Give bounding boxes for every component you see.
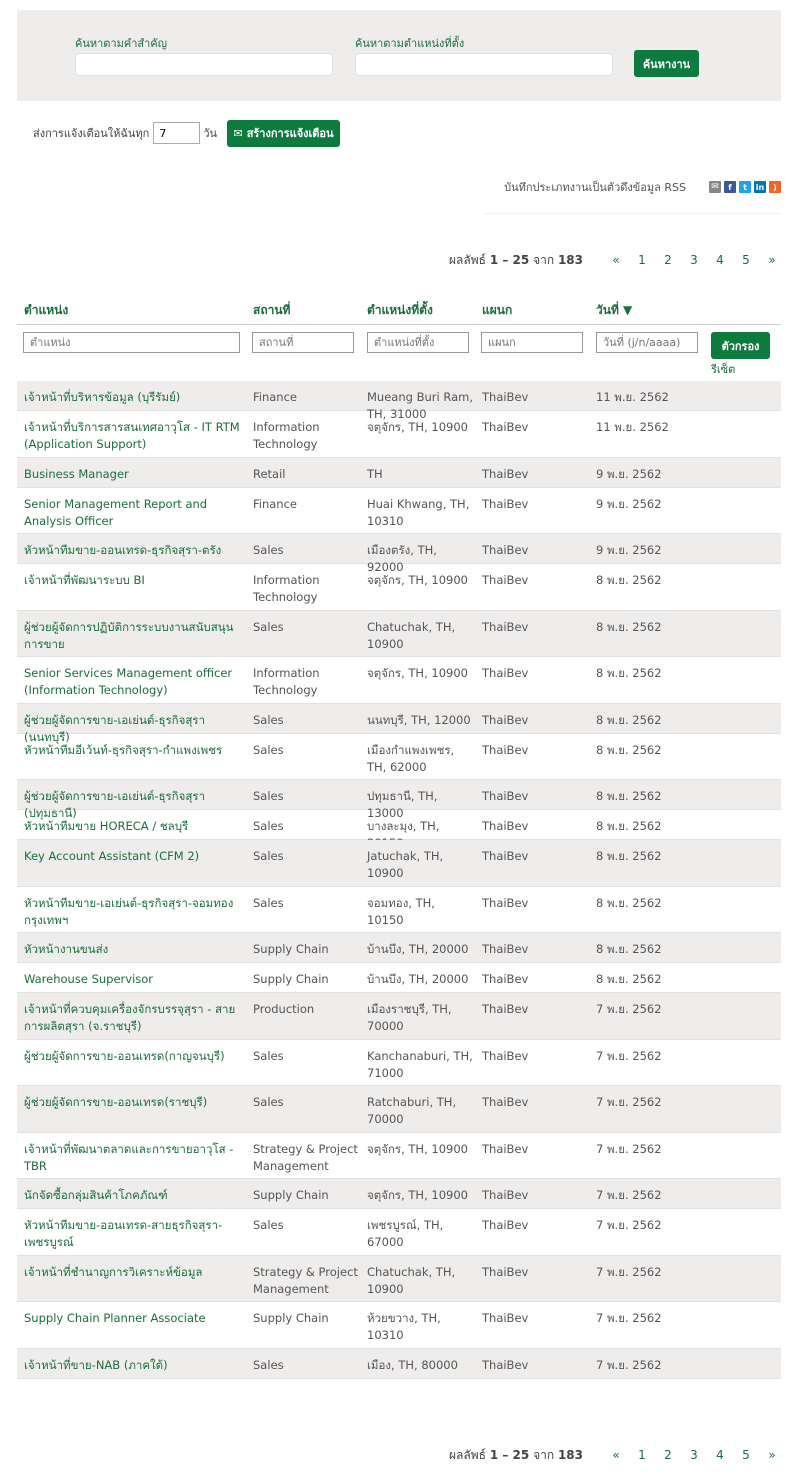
job-place-cell: Chatuchak, TH, 10900 bbox=[367, 1264, 456, 1296]
job-date-cell: 8 พ.ย. 2562 bbox=[596, 666, 662, 680]
create-alert-button[interactable] bbox=[227, 120, 340, 147]
pagination-page-1[interactable]: 1 bbox=[638, 253, 646, 267]
job-department-cell: ThaiBev bbox=[482, 1095, 529, 1109]
table-row bbox=[17, 993, 781, 1040]
job-department-cell: ThaiBev bbox=[482, 466, 529, 481]
job-date-cell: 9 พ.ย. 2562 bbox=[596, 496, 662, 511]
job-title-link[interactable]: Warehouse Supervisor bbox=[24, 972, 154, 986]
create-alert-label: สร้างการแจ้งเตือน bbox=[246, 127, 334, 140]
job-title-link[interactable]: หัวหน้าทีมอีเว้นท์-ธุรกิจสุรา-กำแพงเพชร bbox=[24, 742, 223, 757]
job-date-cell: 7 พ.ย. 2562 bbox=[596, 1357, 662, 1372]
job-location-cell: Strategy & Project Management bbox=[253, 1264, 358, 1296]
job-title-link[interactable]: นักจัดซื้อกลุ่มสินค้าโภคภัณฑ์ bbox=[24, 1188, 168, 1202]
job-title-link[interactable]: เจ้าหน้าที่ขาย-NAB (ภาคใต้) bbox=[24, 1357, 168, 1372]
job-location-cell: Supply Chain bbox=[253, 972, 329, 986]
job-department-cell: ThaiBev bbox=[482, 543, 529, 557]
keyword-search-input[interactable] bbox=[75, 53, 333, 76]
table-row bbox=[17, 657, 781, 704]
job-place-cell: Chatuchak, TH, 10900 bbox=[367, 619, 456, 651]
location-search-label: ค้นหาตามตำแหน่งที่ตั้ง bbox=[355, 37, 465, 50]
job-date-cell: 8 พ.ย. 2562 bbox=[596, 789, 662, 803]
pagination-next[interactable]: » bbox=[768, 253, 776, 267]
pagination-page-5-bottom[interactable]: 5 bbox=[742, 1448, 750, 1462]
job-title-link[interactable]: Supply Chain Planner Associate bbox=[24, 1311, 206, 1325]
job-title-link[interactable]: เจ้าหน้าที่ชำนาญการวิเคราะห์ข้อมูล bbox=[24, 1264, 203, 1279]
job-location-cell: Supply Chain bbox=[253, 942, 329, 956]
job-title-link[interactable]: หัวหน้าทีมขาย-ออนเทรด-ธุรกิจสุรา-ตรัง bbox=[24, 543, 222, 557]
table-row bbox=[17, 780, 781, 820]
job-date-cell: 8 พ.ย. 2562 bbox=[596, 619, 662, 634]
table-row bbox=[17, 381, 781, 421]
job-location-cell: Retail bbox=[253, 466, 286, 481]
table-row bbox=[17, 1133, 781, 1180]
job-place-cell: จตุจักร, TH, 10900 bbox=[367, 573, 468, 587]
job-department-cell: ThaiBev bbox=[482, 942, 529, 956]
job-location-cell: Information Technology bbox=[253, 666, 320, 697]
job-title-link[interactable]: ผู้ช่วยผู้จัดการขาย-ออนเทรด(ราชบุรี) bbox=[24, 1095, 208, 1109]
job-title-link[interactable]: หัวหน้าทีมขาย HORECA / ชลบุรี bbox=[24, 819, 189, 833]
job-date-cell: 8 พ.ย. 2562 bbox=[596, 742, 662, 757]
job-date-cell: 8 พ.ย. 2562 bbox=[596, 573, 662, 587]
linkedin-icon[interactable]: in bbox=[755, 182, 765, 192]
alert-suffix-text: วัน bbox=[203, 127, 218, 140]
sort-desc-icon: ▼ bbox=[623, 303, 633, 317]
job-location-cell: Finance bbox=[253, 390, 297, 404]
job-title-link[interactable]: Key Account Assistant (CFM 2) bbox=[24, 849, 200, 863]
header-divider bbox=[17, 324, 781, 325]
job-location-cell: Sales bbox=[253, 819, 284, 833]
job-title-link[interactable]: Senior Services Management officer (Information Technology) bbox=[24, 666, 233, 697]
filter-place-input[interactable] bbox=[367, 332, 469, 353]
job-title-link[interactable]: หัวหน้างานขนส่ง bbox=[24, 942, 109, 956]
job-location-cell: Sales bbox=[253, 849, 284, 863]
job-date-cell: 8 พ.ย. 2562 bbox=[596, 942, 662, 956]
filter-button[interactable]: ตัวกรอง bbox=[711, 332, 770, 359]
job-department-cell: ThaiBev bbox=[482, 849, 529, 863]
pagination-page-2[interactable]: 2 bbox=[664, 253, 672, 267]
pagination-page-4-bottom[interactable]: 4 bbox=[716, 1448, 724, 1462]
job-title-link[interactable]: หัวหน้าทีมขาย-ออนเทรด-สายธุรกิจสุรา-เพชรบูรณ์ bbox=[24, 1218, 223, 1249]
rss-icon[interactable]: ) bbox=[769, 181, 781, 193]
table-row bbox=[17, 840, 781, 887]
pagination-page-2-bottom[interactable]: 2 bbox=[664, 1448, 672, 1462]
table-row bbox=[17, 1349, 781, 1379]
pagination-page-3-bottom[interactable]: 3 bbox=[690, 1448, 698, 1462]
job-department-cell: ThaiBev bbox=[482, 1218, 529, 1232]
table-row bbox=[17, 1256, 781, 1303]
job-department-cell: ThaiBev bbox=[482, 972, 529, 986]
job-place-cell: เพชรบูรณ์, TH, 67000 bbox=[367, 1218, 444, 1249]
pagination-prev[interactable]: « bbox=[612, 253, 620, 267]
job-date-cell: 7 พ.ย. 2562 bbox=[596, 1095, 662, 1109]
job-place-cell: บ้านบึง, TH, 20000 bbox=[367, 972, 469, 986]
job-department-cell: ThaiBev bbox=[482, 573, 529, 587]
job-place-cell: TH bbox=[367, 466, 383, 481]
job-place-cell: Ratchaburi, TH, 70000 bbox=[367, 1095, 457, 1126]
table-row bbox=[17, 704, 781, 744]
job-department-cell: ThaiBev bbox=[482, 1048, 529, 1063]
pagination-page-1-bottom[interactable]: 1 bbox=[638, 1448, 646, 1462]
job-location-cell: Information Technology bbox=[253, 420, 320, 451]
job-place-cell: บางละมุง, TH, bbox=[367, 819, 440, 833]
job-date-cell: 11 พ.ย. 2562 bbox=[596, 390, 669, 404]
job-title-link[interactable]: เจ้าหน้าที่พัฒนาตลาดและการขายอาวุโส - TBR bbox=[24, 1141, 234, 1173]
column-header-place[interactable]: ตำแหน่งที่ตั้ง bbox=[367, 303, 433, 317]
table-row bbox=[17, 1086, 781, 1133]
job-department-cell: ThaiBev bbox=[482, 1311, 529, 1325]
job-place-cell: Mueang Buri Ram, TH, 31000 bbox=[367, 390, 473, 421]
table-row bbox=[17, 1209, 781, 1256]
job-department-cell: ThaiBev bbox=[482, 1002, 529, 1016]
facebook-icon[interactable]: f bbox=[724, 181, 736, 193]
pagination-next-bottom[interactable]: » bbox=[768, 1448, 776, 1462]
job-title-link[interactable]: เจ้าหน้าที่บริหารข้อมูล (บุรีรัมย์) bbox=[24, 390, 181, 404]
job-date-cell: 11 พ.ย. 2562 bbox=[596, 420, 669, 434]
pagination-page-4[interactable]: 4 bbox=[716, 253, 724, 267]
filter-location-input[interactable] bbox=[252, 332, 354, 353]
pagination-page-3[interactable]: 3 bbox=[690, 253, 698, 267]
table-row bbox=[17, 1040, 781, 1087]
job-location-cell: Sales bbox=[253, 1218, 284, 1232]
table-row bbox=[17, 963, 781, 993]
job-place-cell: นนทบุรี, TH, 12000 bbox=[367, 712, 471, 727]
job-title-link[interactable]: Business Manager bbox=[24, 466, 129, 481]
pagination-bottom bbox=[449, 1445, 785, 1465]
job-place-cell: ปทุมธานี, TH, 13000 bbox=[367, 789, 438, 820]
column-header-title[interactable]: ตำแหน่ง bbox=[24, 303, 69, 317]
job-title-link[interactable]: Senior Management Report and Analysis Officer bbox=[24, 496, 208, 528]
table-row bbox=[17, 611, 781, 658]
pagination-page-5[interactable]: 5 bbox=[742, 253, 750, 267]
job-location-cell: Sales bbox=[253, 789, 284, 803]
job-place-cell: เมืองตรัง, TH, 92000 bbox=[367, 543, 437, 574]
job-location-cell: Sales bbox=[253, 619, 284, 634]
job-date-cell: 9 พ.ย. 2562 bbox=[596, 543, 662, 557]
location-search-input[interactable] bbox=[355, 53, 613, 76]
table-row bbox=[17, 1179, 781, 1209]
job-title-link[interactable]: ผู้ช่วยผู้จัดการขาย-เอเย่นต์-ธุรกิจสุรา (ปทุมธานี) bbox=[24, 789, 206, 820]
job-place-cell: เมือง, TH, 80000 bbox=[367, 1357, 458, 1372]
job-date-cell: 8 พ.ย. 2562 bbox=[596, 712, 662, 727]
job-department-cell: ThaiBev bbox=[482, 420, 529, 434]
alert-prefix-text: ส่งการแจ้งเตือนให้ฉันทุก bbox=[33, 127, 150, 140]
job-place-cell: เมืองกำแพงเพชร, TH, 62000 bbox=[367, 742, 455, 774]
rss-divider bbox=[484, 213, 781, 214]
email-icon[interactable]: ✉ bbox=[709, 181, 721, 193]
pagination-prev-bottom[interactable]: « bbox=[612, 1448, 620, 1462]
job-date-cell: 7 พ.ย. 2562 bbox=[596, 1218, 662, 1232]
job-place-cell: ห้วยขวาง, TH, 10310 bbox=[367, 1311, 441, 1342]
column-header-date[interactable]: วันที่ ▼ bbox=[596, 303, 633, 317]
alert-days-input[interactable] bbox=[153, 122, 200, 144]
job-place-cell: จตุจักร, TH, 10900 bbox=[367, 1141, 468, 1156]
job-department-cell: ThaiBev bbox=[482, 895, 529, 910]
job-location-cell: Strategy & Project Management bbox=[253, 1141, 358, 1173]
job-date-cell: 7 พ.ย. 2562 bbox=[596, 1048, 662, 1063]
reset-link[interactable]: รีเซ็ต bbox=[711, 363, 736, 376]
envelope-icon: ✉ bbox=[233, 126, 243, 140]
results-count: ผลลัพธ์ 1 – 25 จาก 183 bbox=[449, 252, 583, 267]
job-date-cell: 8 พ.ย. 2562 bbox=[596, 895, 662, 910]
job-date-cell: 8 พ.ย. 2562 bbox=[596, 972, 662, 986]
job-location-cell: Supply Chain bbox=[253, 1188, 329, 1202]
job-title-link[interactable]: ผู้ช่วยผู้จัดการปฏิบัติการระบบงานสนับสนุนการขาย bbox=[24, 619, 234, 651]
job-location-cell: Sales bbox=[253, 742, 284, 757]
job-department-cell: ThaiBev bbox=[482, 1357, 529, 1372]
table-row bbox=[17, 534, 781, 574]
keyword-search-label: ค้นหาตามคำสำคัญ bbox=[75, 37, 168, 50]
job-date-cell: 8 พ.ย. 2562 bbox=[596, 849, 662, 863]
job-location-cell: Sales bbox=[253, 543, 284, 557]
job-date-cell: 7 พ.ย. 2562 bbox=[596, 1002, 662, 1016]
job-title-link[interactable]: หัวหน้าทีมขาย-เอเย่นต์-ธุรกิจสุรา-จอมทอง กรุงเทพฯ bbox=[24, 895, 234, 927]
job-place-cell: จตุจักร, TH, 10900 bbox=[367, 666, 468, 680]
job-place-cell: Huai Khwang, TH, 10310 bbox=[367, 496, 470, 528]
job-place-cell: บ้านบึง, TH, 20000 bbox=[367, 942, 469, 956]
filter-title-input[interactable] bbox=[23, 332, 240, 353]
table-row bbox=[17, 933, 781, 963]
job-title-link[interactable]: เจ้าหน้าที่ควบคุมเครื่องจักรบรรจุสุรา - สายการผลิตสุรา (จ.ราชบุรี) bbox=[24, 1002, 236, 1033]
column-header-department[interactable]: แผนก bbox=[482, 303, 513, 317]
job-title-link[interactable]: เจ้าหน้าที่พัฒนาระบบ BI bbox=[24, 573, 145, 587]
job-title-link[interactable]: ผู้ช่วยผู้จัดการขาย-ออนเทรด(กาญจนบุรี) bbox=[24, 1048, 225, 1063]
job-location-cell: Finance bbox=[253, 496, 297, 511]
table-row bbox=[17, 411, 781, 458]
pagination-top bbox=[449, 250, 785, 270]
job-date-cell: 9 พ.ย. 2562 bbox=[596, 466, 662, 481]
job-location-cell: Production bbox=[253, 1002, 315, 1016]
job-location-cell: Sales bbox=[253, 1357, 284, 1372]
job-place-cell: จตุจักร, TH, 10900 bbox=[367, 420, 468, 434]
job-title-link[interactable]: เจ้าหน้าที่บริการสารสนเทศอาวุโส - IT RTM (Application Support) bbox=[24, 420, 240, 451]
filter-department-input[interactable] bbox=[481, 332, 583, 353]
job-department-cell: ThaiBev bbox=[482, 819, 529, 833]
table-row bbox=[17, 810, 781, 840]
job-date-cell: 7 พ.ย. 2562 bbox=[596, 1311, 662, 1325]
table-row bbox=[17, 488, 781, 535]
job-date-cell: 7 พ.ย. 2562 bbox=[596, 1141, 662, 1156]
results-count-bottom: ผลลัพธ์ 1 – 25 จาก 183 bbox=[449, 1447, 583, 1462]
filter-date-input[interactable] bbox=[596, 332, 698, 353]
job-alert-row bbox=[33, 120, 340, 146]
job-location-cell: Supply Chain bbox=[253, 1311, 329, 1325]
job-location-cell: Sales bbox=[253, 712, 284, 727]
job-date-cell: 7 พ.ย. 2562 bbox=[596, 1188, 662, 1202]
job-place-cell: Jatuchak, TH, 10900 bbox=[367, 849, 444, 880]
job-location-cell: Sales bbox=[253, 895, 284, 910]
job-title-link[interactable]: ผู้ช่วยผู้จัดการขาย-เอเย่นต์-ธุรกิจสุรา (นนทบุรี) bbox=[24, 712, 206, 744]
table-row bbox=[17, 734, 781, 781]
search-jobs-button[interactable]: ค้นหางาน bbox=[634, 50, 699, 77]
job-department-cell: ThaiBev bbox=[482, 1141, 529, 1156]
job-department-cell: ThaiBev bbox=[482, 390, 529, 404]
job-place-cell: Kanchanaburi, TH, 71000 bbox=[367, 1048, 473, 1080]
table-row bbox=[17, 1302, 781, 1349]
job-department-cell: ThaiBev bbox=[482, 619, 529, 634]
rss-save-text: บันทึกประเภทงานเป็นตัวดึงข้อมูล RSS bbox=[504, 181, 686, 194]
job-location-cell: Information Technology bbox=[253, 573, 320, 604]
twitter-icon[interactable]: t bbox=[739, 181, 751, 193]
job-location-cell: Sales bbox=[253, 1095, 284, 1109]
search-panel bbox=[17, 10, 781, 101]
job-department-cell: ThaiBev bbox=[482, 1188, 529, 1202]
job-department-cell: ThaiBev bbox=[482, 742, 529, 757]
job-department-cell: ThaiBev bbox=[482, 712, 529, 727]
job-department-cell: ThaiBev bbox=[482, 496, 529, 511]
job-department-cell: ThaiBev bbox=[482, 1264, 529, 1279]
table-row bbox=[17, 564, 781, 611]
job-table-body bbox=[17, 381, 781, 1379]
job-department-cell: ThaiBev bbox=[482, 789, 529, 803]
job-date-cell: 8 พ.ย. 2562 bbox=[596, 819, 662, 833]
job-place-cell: จอมทอง, TH, 10150 bbox=[367, 895, 435, 927]
table-row bbox=[17, 458, 781, 488]
rss-share-row bbox=[504, 178, 781, 196]
job-date-cell: 7 พ.ย. 2562 bbox=[596, 1264, 662, 1279]
table-row bbox=[17, 887, 781, 934]
job-location-cell: Sales bbox=[253, 1048, 284, 1063]
column-header-location[interactable]: สถานที่ bbox=[253, 303, 291, 317]
job-department-cell: ThaiBev bbox=[482, 666, 529, 680]
job-place-cell: เมืองราชบุรี, TH, 70000 bbox=[367, 1002, 452, 1033]
job-place-cell: จตุจักร, TH, 10900 bbox=[367, 1188, 468, 1202]
